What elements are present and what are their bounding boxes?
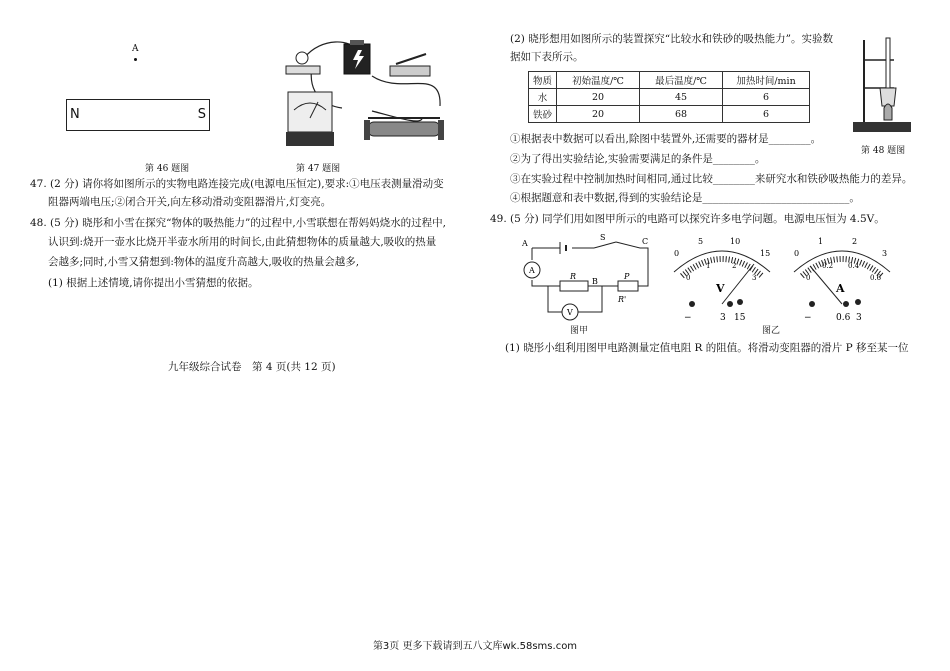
amp-top-tick: 2 bbox=[852, 237, 858, 246]
q48-line3: 会越多;同时,小雪又猜想到:物体的温度升高越大,吸收的热量会越多, bbox=[48, 256, 360, 268]
fig49-circuit-diagram bbox=[520, 232, 660, 324]
volt-top-tick: 10 bbox=[730, 237, 741, 246]
fig48-caption: 第 48 题图 bbox=[861, 146, 906, 156]
amp-bottom-tick: 0 bbox=[806, 274, 811, 282]
bottom-bar: 第3页 更多下载请到五八文库wk.58sms.com bbox=[372, 641, 578, 652]
q48-line1: 48. (5 分) 晓彤和小雪在探究“物体的吸热能力”的过程中,小雪联想在帮妈妈烧水的过程中, bbox=[30, 217, 446, 229]
voltmeter-symbol: V bbox=[567, 308, 573, 317]
volt-top-tick: 15 bbox=[760, 249, 771, 258]
magnet-s-pole: S bbox=[197, 107, 206, 122]
table-header: 加热时间/min bbox=[723, 72, 810, 89]
q49-line1: 49. (5 分) 同学们用如图甲所示的电路可以探究许多电学问题。电源电压恒为 4.5V。 bbox=[490, 213, 885, 225]
table-row bbox=[529, 89, 810, 106]
circuit-label-a: A bbox=[522, 239, 528, 248]
ammeter-symbol: A bbox=[529, 266, 535, 275]
table-header-row bbox=[529, 72, 810, 89]
amp-bottom-tick: 0.4 bbox=[848, 262, 860, 270]
amp-bottom-tick: 0.6 bbox=[870, 274, 882, 282]
q48-line2: 认识到:烧开一壶水比烧开半壶水所用的时间长,由此猜想物体的质量越大,吸收的热量 bbox=[48, 236, 437, 248]
circuit-label-b: B bbox=[592, 277, 598, 286]
experiment-table bbox=[528, 71, 810, 123]
fig47-caption: 第 47 题图 bbox=[296, 164, 341, 174]
q48b-line2: 据如下表所示。 bbox=[510, 51, 584, 63]
amp-top-tick: 1 bbox=[818, 237, 824, 246]
q47-line2: 阻器两端电压;②闭合开关,向左移动滑动变阻器滑片,灯变亮。 bbox=[48, 196, 332, 208]
fig47-circuit-drawing bbox=[272, 36, 452, 154]
amp-terminal: − bbox=[804, 313, 812, 322]
point-dot bbox=[134, 58, 137, 61]
volt-terminal: 3 bbox=[720, 313, 726, 322]
volt-bottom-tick: 1 bbox=[706, 262, 711, 270]
magnet-n-pole: N bbox=[70, 107, 80, 122]
fig49b-caption: 图乙 bbox=[762, 326, 781, 336]
circuit-label-p: P bbox=[624, 272, 630, 281]
table-cell: 铁砂 bbox=[529, 106, 557, 123]
circuit-label-c: C bbox=[642, 237, 649, 246]
table-cell: 45 bbox=[640, 89, 723, 106]
volt-bottom-tick: 3 bbox=[752, 274, 757, 282]
table-row bbox=[529, 106, 810, 123]
amp-terminal: 0.6 bbox=[836, 313, 851, 322]
volt-top-tick: 5 bbox=[698, 237, 704, 246]
fig49a-caption: 图甲 bbox=[570, 326, 589, 336]
table-cell: 20 bbox=[557, 106, 640, 123]
q48-line4: (1) 根据上述情境,请你提出小雪猜想的依据。 bbox=[48, 277, 259, 289]
table-cell: 6 bbox=[723, 106, 810, 123]
volt-bottom-tick: 0 bbox=[686, 274, 691, 282]
q48b-line1: (2) 晓彤想用如图所示的装置探究“比较水和铁砂的吸热能力”。实验数 bbox=[510, 33, 833, 45]
volt-bottom-tick: 2 bbox=[732, 262, 737, 270]
q49-part1: (1) 晓彤小组利用图甲电路测量定值电阻 R 的阻值。将滑动变阻器的滑片 P 移至某一位 bbox=[505, 342, 909, 354]
volt-terminal: − bbox=[684, 313, 692, 322]
q48b-s2: ②为了得出实验结论,实验需要满足的条件是________。 bbox=[510, 153, 766, 165]
page-footer: 九年级综合试卷 第 4 页(共 12 页) bbox=[168, 361, 336, 373]
fig46-caption: 第 46 题图 bbox=[145, 164, 190, 174]
q47-line1: 47. (2 分) 请你将如图所示的实物电路连接完成(电源电压恒定),要求:①电压表测量滑动变 bbox=[30, 178, 444, 190]
amp-bottom-tick: 0.2 bbox=[822, 262, 834, 270]
table-header: 最后温度/℃ bbox=[640, 72, 723, 89]
point-label: A bbox=[132, 44, 139, 54]
amp-top-tick: 0 bbox=[794, 249, 800, 258]
volt-terminal: 15 bbox=[734, 313, 746, 322]
amp-symbol: A bbox=[836, 282, 845, 295]
volt-symbol: V bbox=[716, 282, 725, 295]
bar-magnet bbox=[66, 99, 210, 131]
q48b-s4: ④根据题意和表中数据,得到的实验结论是____________________________。 bbox=[510, 192, 860, 204]
q48b-s3: ③在实验过程中控制加热时间相同,通过比较________来研究水和铁砂吸热能力的差异。 bbox=[510, 173, 913, 185]
circuit-label-r: R bbox=[570, 272, 577, 281]
table-header: 初始温度/℃ bbox=[557, 72, 640, 89]
table-cell: 水 bbox=[529, 89, 557, 106]
amp-top-tick: 3 bbox=[882, 249, 888, 258]
table-cell: 20 bbox=[557, 89, 640, 106]
table-cell: 68 bbox=[640, 106, 723, 123]
voltmeter-dial bbox=[668, 236, 776, 322]
volt-top-tick: 0 bbox=[674, 249, 680, 258]
fig48-apparatus-drawing bbox=[848, 30, 918, 134]
table-cell: 6 bbox=[723, 89, 810, 106]
ammeter-dial bbox=[788, 236, 896, 322]
circuit-label-s: S bbox=[600, 233, 606, 242]
table-header: 物质 bbox=[529, 72, 557, 89]
amp-terminal: 3 bbox=[856, 313, 862, 322]
circuit-label-rp: R' bbox=[618, 295, 627, 304]
q48b-s1: ①根据表中数据可以看出,除图中装置外,还需要的器材是________。 bbox=[510, 133, 822, 145]
